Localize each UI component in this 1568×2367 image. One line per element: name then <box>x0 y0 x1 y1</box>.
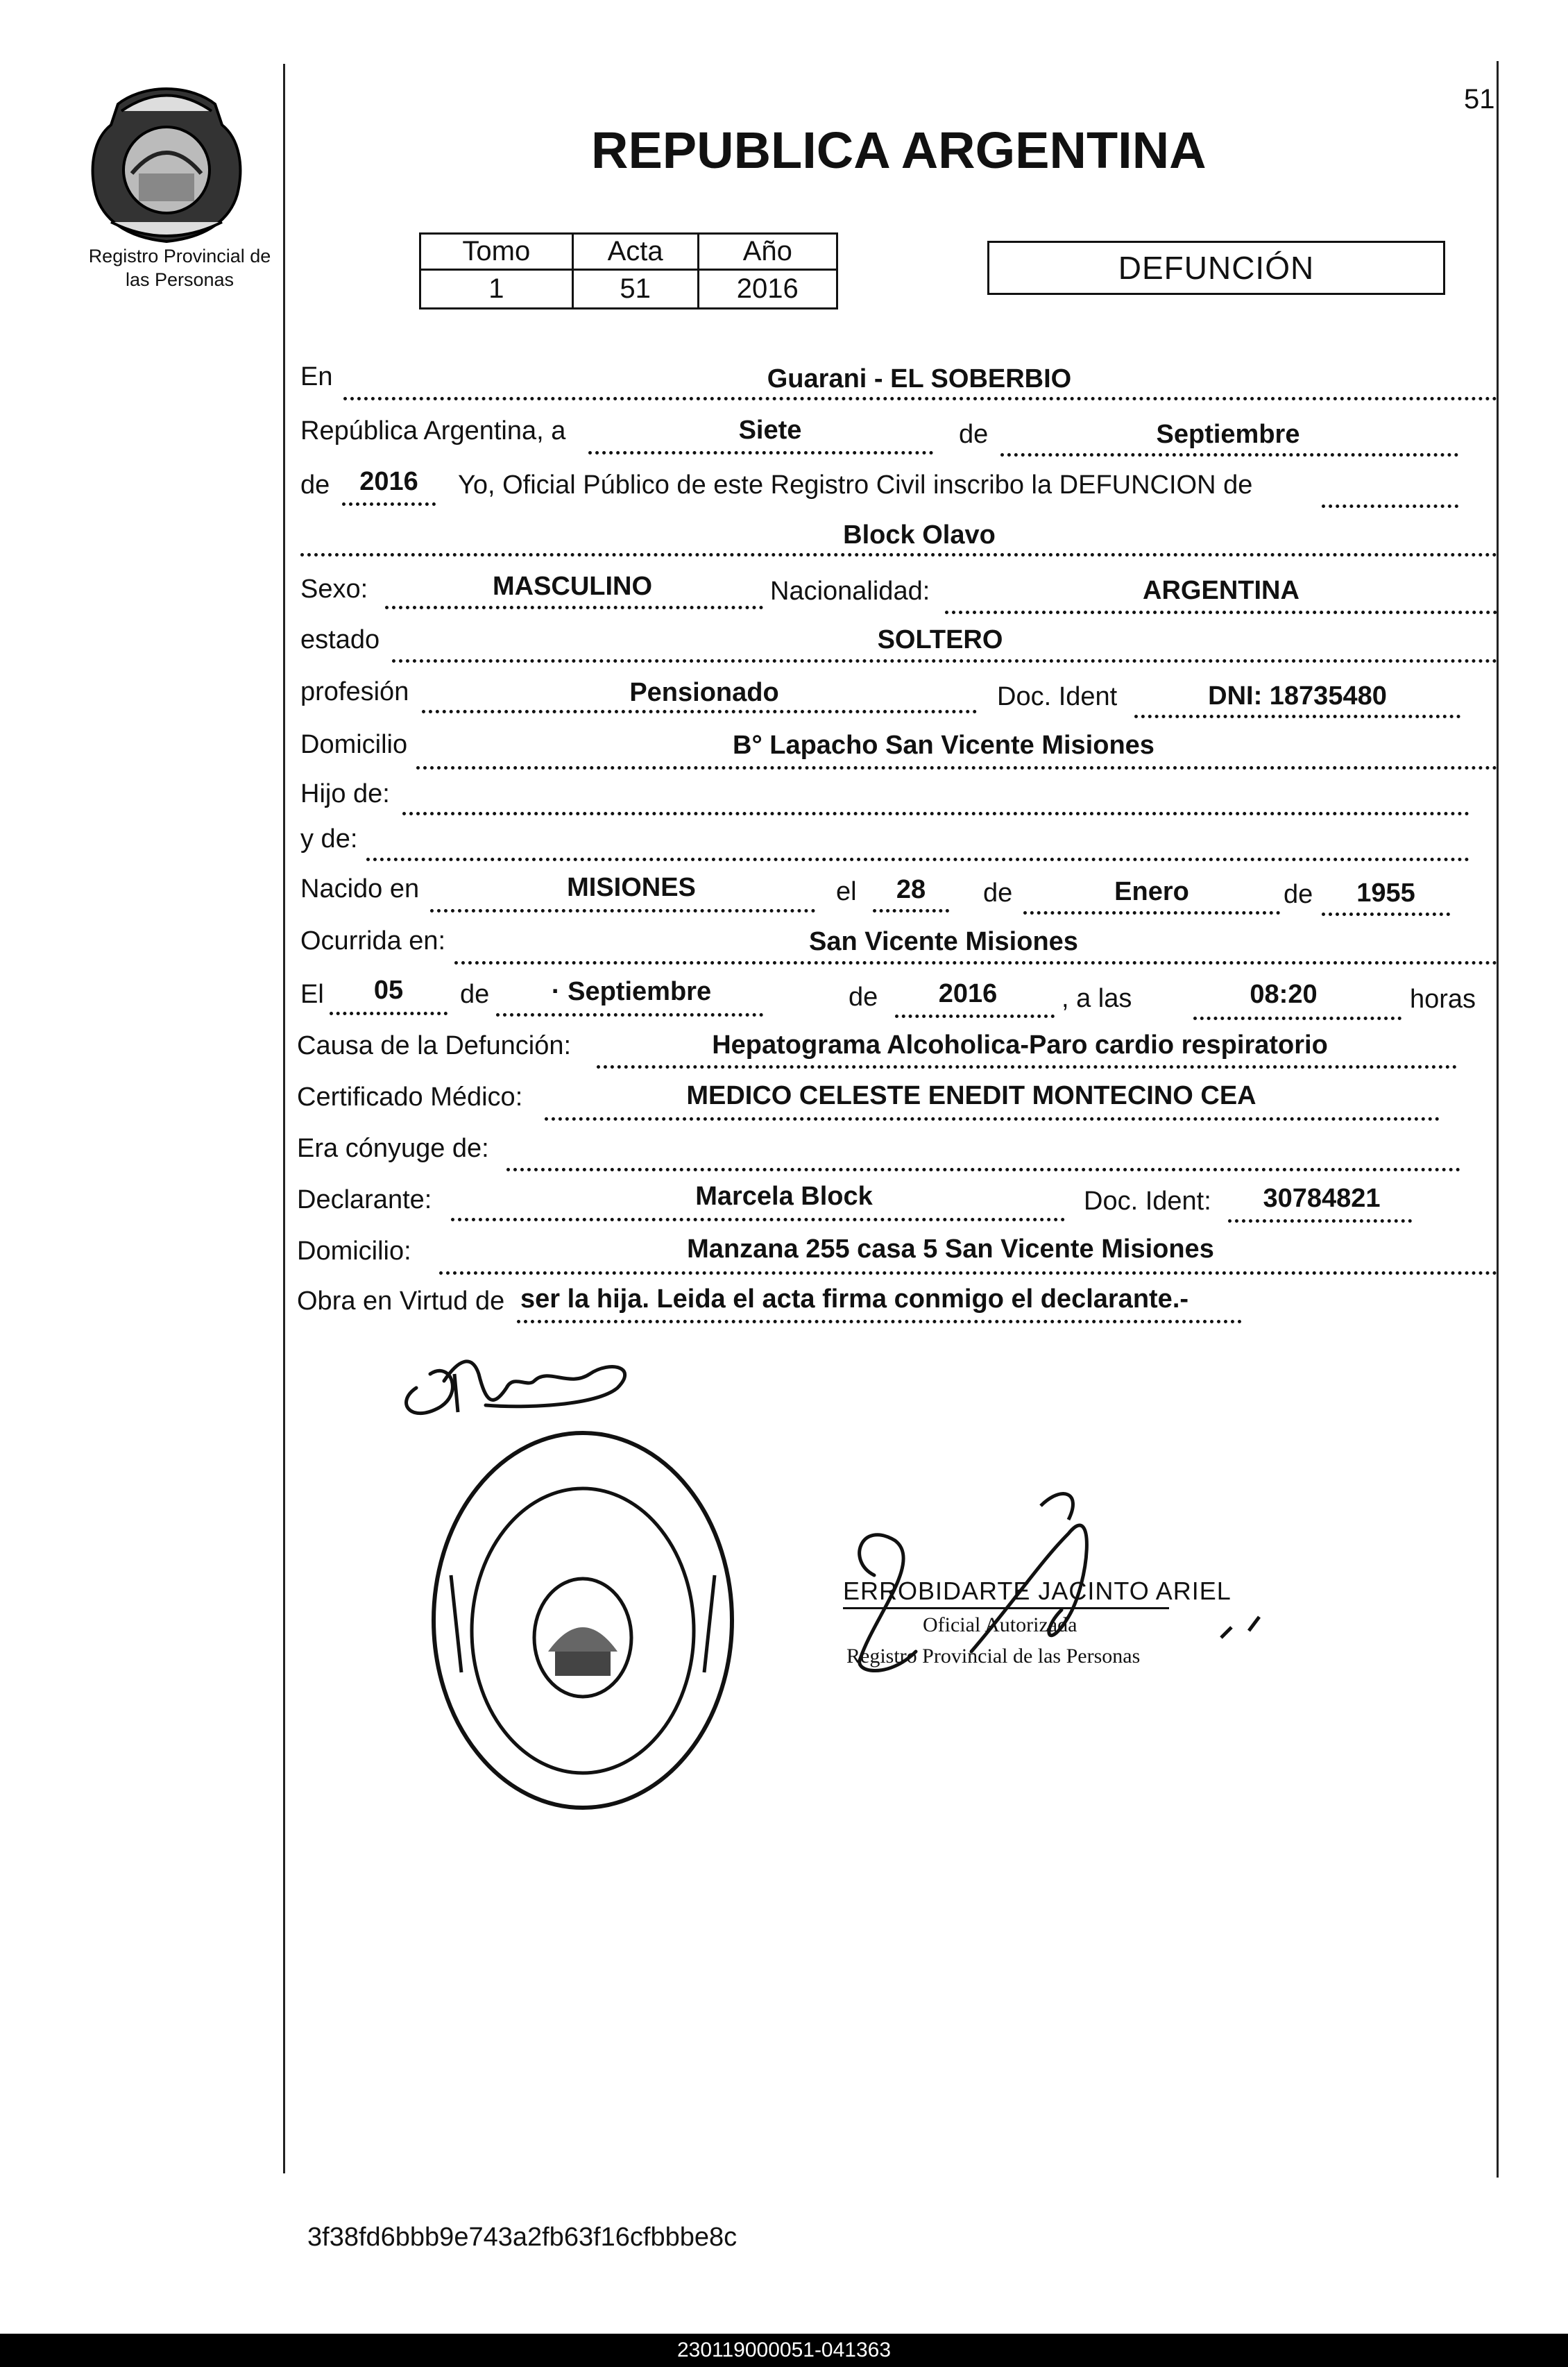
de-birth-month-label: de <box>983 879 1013 908</box>
official-role: Oficial Autorizada <box>923 1613 1077 1636</box>
causa-label: Causa de la Defunción: <box>297 1031 572 1060</box>
docident-dotted-line <box>1134 715 1460 718</box>
record-type-box <box>987 241 1445 295</box>
obra-label: Obra en Virtud de <box>297 1287 505 1316</box>
cert-dotted-line <box>545 1117 1440 1121</box>
registry-name: Registro Provincial de <box>88 246 271 266</box>
el-label: el <box>836 877 857 906</box>
profesion-value: Pensionado <box>629 678 779 707</box>
year-value: 2016 <box>359 467 418 496</box>
page-number: 51 <box>1464 84 1495 114</box>
inscribo-dotted-line <box>1322 504 1458 508</box>
acta-value: 51 <box>572 270 698 309</box>
official-registry: Registro Provincial de las Personas <box>846 1645 1141 1668</box>
en-label: En <box>300 362 333 391</box>
de-year-label: de <box>300 470 330 500</box>
birth-day: 28 <box>896 875 926 904</box>
domicilio2-value: Manzana 255 casa 5 San Vicente Misiones <box>687 1235 1214 1264</box>
right-margin-line <box>1497 61 1499 2178</box>
death-month-dotted-line <box>496 1013 763 1017</box>
docident2-label: Doc. Ident: <box>1084 1187 1211 1216</box>
record-type: DEFUNCIÓN <box>1118 250 1315 286</box>
nacido-dotted-line <box>430 909 815 913</box>
estado-value: SOLTERO <box>877 625 1003 654</box>
left-margin-line <box>283 64 285 2173</box>
official-stamp <box>423 1423 742 1818</box>
ano-header: Año <box>698 234 837 270</box>
day-value: Siete <box>738 416 802 445</box>
docident-value: DNI: 18735480 <box>1208 681 1387 711</box>
province-seal-logo <box>83 83 250 246</box>
inscribo-text: Yo, Oficial Público de este Registro Civil inscribo la DEFUNCION de <box>458 470 1253 500</box>
sexo-label: Sexo: <box>300 575 368 604</box>
sexo-dotted-line <box>385 606 763 609</box>
ocurrida-dotted-line <box>454 961 1497 965</box>
registry-name-line2: las Personas <box>125 269 235 290</box>
hijo-dotted-line <box>402 812 1469 815</box>
el-death-label: El <box>300 980 324 1009</box>
birth-year-dotted-line <box>1322 913 1450 916</box>
sexo-value: MASCULINO <box>492 572 653 601</box>
estado-label: estado <box>300 625 380 654</box>
document-hash: 3f38fd6bbb9e743a2fb63f16cfbbbe8c <box>307 2223 738 2252</box>
day-dotted-line <box>588 451 933 455</box>
yde-label: y de: <box>300 824 358 854</box>
death-month: · Septiembre <box>551 977 712 1006</box>
de-birth-year-label: de <box>1284 880 1313 909</box>
official-name-underline <box>843 1607 1169 1609</box>
deceased-name: Block Olavo <box>843 520 996 550</box>
domicilio-label: Domicilio <box>300 730 408 759</box>
obra-dotted-line <box>517 1320 1242 1323</box>
profesion-label: profesión <box>300 677 409 706</box>
death-time: 08:20 <box>1250 980 1318 1009</box>
ocurrida-value: San Vicente Misiones <box>809 927 1078 956</box>
yde-dotted-line <box>366 858 1469 861</box>
nacionalidad-dotted-line <box>945 611 1497 614</box>
nacionalidad-value: ARGENTINA <box>1143 576 1299 605</box>
death-year-dotted-line <box>895 1015 1055 1018</box>
republica-label: República Argentina, a <box>300 416 566 446</box>
declarant-signature <box>389 1346 652 1429</box>
profesion-dotted-line <box>422 710 977 713</box>
domicilio2-dotted-line <box>439 1271 1497 1275</box>
domicilio-dotted-line <box>416 766 1497 770</box>
footer-id: 230119000051-041363 <box>676 2339 892 2361</box>
domicilio2-label: Domicilio: <box>297 1237 411 1266</box>
declarante-value: Marcela Block <box>695 1182 873 1211</box>
tomo-header: Tomo <box>420 234 573 270</box>
birth-month-dotted-line <box>1023 911 1280 915</box>
conyuge-label: Era cónyuge de: <box>297 1134 489 1163</box>
en-dotted-line <box>343 397 1497 400</box>
official-name: ERROBIDARTE JACINTO ARIEL <box>843 1577 1232 1605</box>
birth-year: 1955 <box>1356 879 1415 908</box>
footer-bar <box>0 2334 1568 2367</box>
hijo-label: Hijo de: <box>300 779 390 808</box>
de-death-year-label: de <box>849 983 878 1012</box>
death-time-dotted-line <box>1193 1017 1401 1020</box>
de-death-month-label: de <box>460 980 490 1009</box>
record-table <box>419 232 838 309</box>
cert-value: MEDICO CELESTE ENEDIT MONTECINO CEA <box>686 1081 1256 1110</box>
en-value: Guarani - EL SOBERBIO <box>767 364 1072 393</box>
domicilio-value: B° Lapacho San Vicente Misiones <box>733 731 1154 760</box>
birth-month: Enero <box>1114 877 1189 906</box>
month-value: Septiembre <box>1156 420 1300 449</box>
docident2-value: 30784821 <box>1263 1184 1381 1213</box>
ano-value: 2016 <box>698 270 837 309</box>
nacido-label: Nacido en <box>300 874 420 903</box>
page-title: REPUBLICA ARGENTINA <box>591 121 1207 179</box>
de-label: de <box>959 420 989 449</box>
nacionalidad-label: Nacionalidad: <box>770 577 930 606</box>
birth-day-dotted-line <box>873 909 949 913</box>
declarante-label: Declarante: <box>297 1185 432 1214</box>
obra-value: ser la hija. Leida el acta firma conmigo el declarante.- <box>520 1284 1189 1314</box>
acta-header: Acta <box>572 234 698 270</box>
declarante-dotted-line <box>451 1218 1065 1221</box>
docident-label: Doc. Ident <box>997 682 1118 711</box>
year-dotted-line <box>342 502 436 506</box>
cert-label: Certificado Médico: <box>297 1083 523 1112</box>
horas-label: horas <box>1410 985 1476 1014</box>
ocurrida-label: Ocurrida en: <box>300 926 446 956</box>
docident2-dotted-line <box>1228 1219 1412 1223</box>
month-dotted-line <box>1000 453 1458 457</box>
causa-value: Hepatograma Alcoholica-Paro cardio respiratorio <box>712 1030 1328 1060</box>
alas-label: , a las <box>1062 984 1132 1013</box>
estado-dotted-line <box>392 659 1497 663</box>
nacido-value: MISIONES <box>567 873 696 902</box>
death-day: 05 <box>373 976 404 1005</box>
tomo-value: 1 <box>420 270 573 309</box>
death-year: 2016 <box>938 979 998 1008</box>
name-dotted-line <box>300 553 1497 557</box>
conyuge-dotted-line <box>506 1168 1460 1171</box>
death-day-dotted-line <box>330 1012 448 1015</box>
causa-dotted-line <box>597 1065 1457 1069</box>
